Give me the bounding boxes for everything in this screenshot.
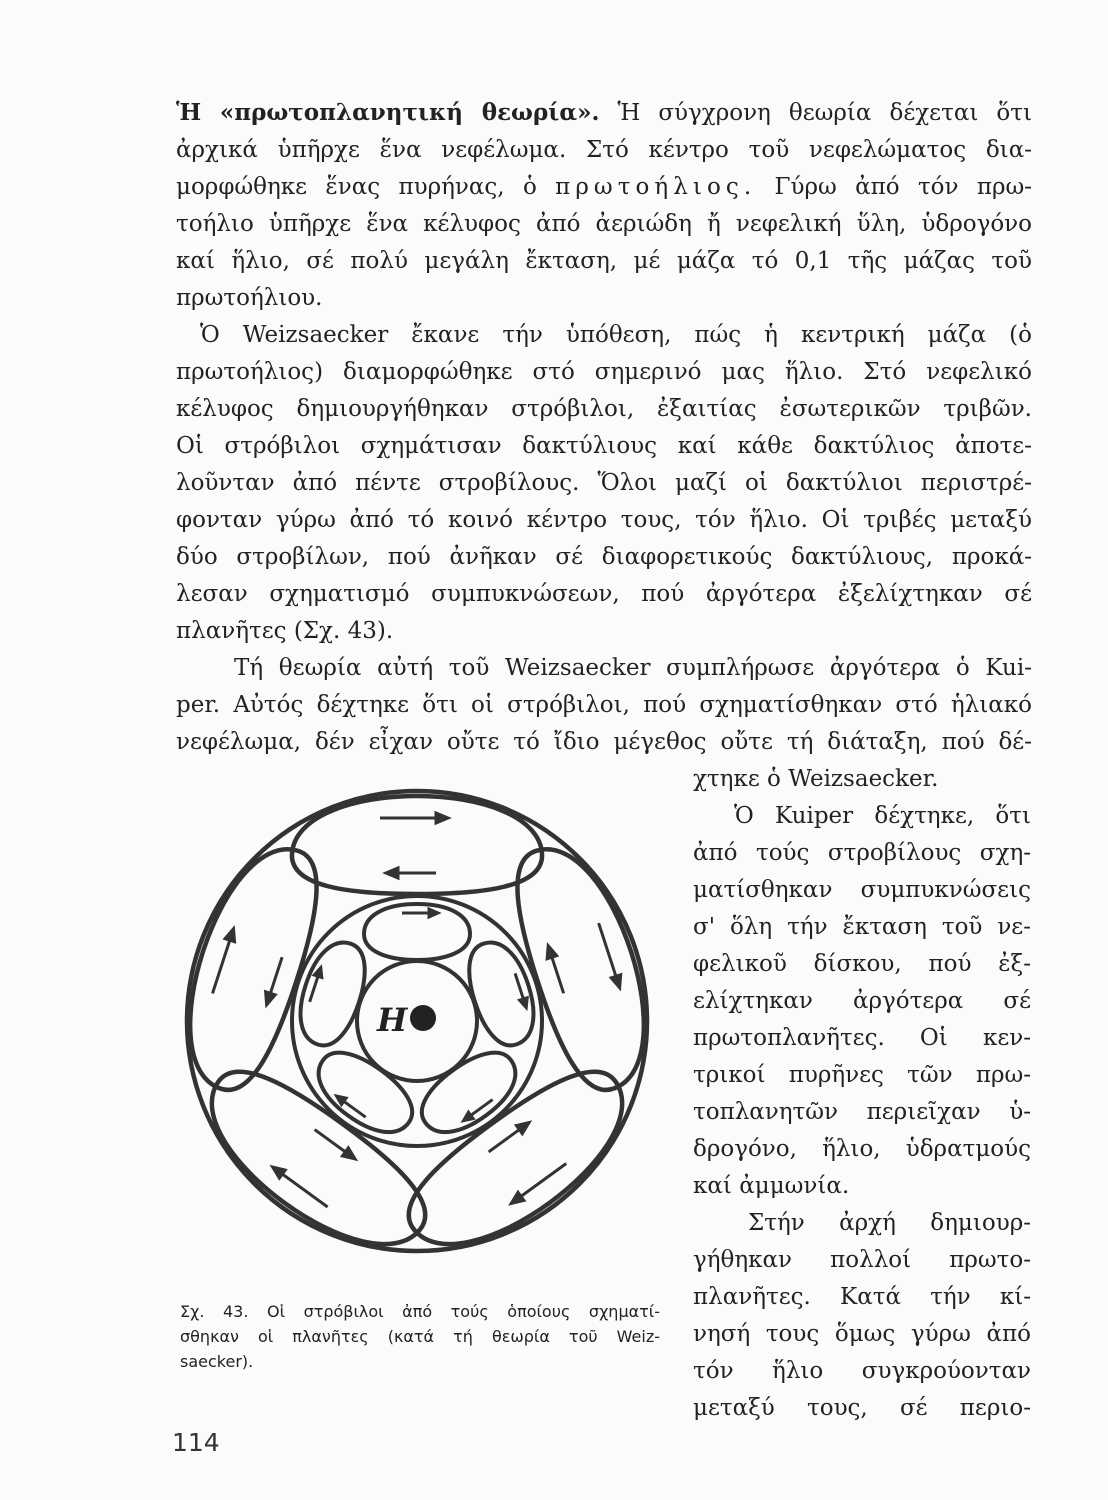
figure-caption-line: Σχ. 43. Οἱ στρόβιλοι ἀπό τούς ὁποίους σχηματί- [180,1302,660,1321]
text-line: χτηκε ὁ Weizsaecker. [693,766,939,792]
text-line: πρωτοήλιος) διαμορφώθηκε στό σημερινό μας ἥλιο. Στό νεφελικό [176,359,1032,385]
text-line: νησή τους ὅμως γύρω ἀπό [693,1321,1031,1347]
text-line: ἀπό τούς στροβίλους σχη- [693,840,1031,866]
text-line: Τή θεωρία αὐτή τοῦ Weizsaecker συμπλήρωσε ἀργότερα ὁ Kui- [234,655,1032,681]
text-line: τοήλιο ὑπῆρχε ἕνα κέλυφος ἀπό ἀεριώδη ἤ νεφελική ὕλη, ὑδρογόνο [176,211,1032,237]
text-span: μορφώθηκε ἕνας πυρήνας, ὁ [176,174,537,200]
text-line: Ὁ Kuiper δέχτηκε, ὅτι [734,803,1031,829]
text-line: πλανῆτες. Κατά τήν κί- [693,1284,1031,1310]
outer-vortex [292,796,542,894]
text-line: σ' ὅλη τήν ἔκταση τοῦ νε- [693,914,1031,940]
text-line: δρογόνο, ἥλιο, ὑδρατμούς [693,1136,1031,1162]
text-line: per. Αὐτός δέχτηκε ὅτι οἱ στρόβιλοι, πού σχηματίσθηκαν στό ἡλιακό [176,692,1032,718]
page-number: 114 [172,1428,220,1457]
text-line: πλανῆτες (Σχ. 43). [176,618,394,644]
text-line: Ὁ Weizsaecker ἔκανε τήν ὑπόθεση, πώς ἡ κεντρική μάζα (ὁ [200,322,1032,348]
text-line: φονταν γύρω ἀπό τό κοινό κέντρο τους, τόν ἥλιο. Οἱ τριβές μεταξύ [176,507,1032,533]
sun-label: H [377,1001,408,1039]
text-line: ελίχτηκαν ἀργότερα σέ [693,988,1031,1014]
text-line: κέλυφος δημιουργήθηκαν στρόβιλοι, ἐξαιτίας ἐσωτερικῶν τριβῶν. [176,396,1032,422]
sun-dot [410,1005,436,1031]
text-line: φελικοῦ δίσκου, πού ἐξ- [693,951,1031,977]
text-line: καί ἀμμωνία. [693,1173,850,1199]
text-line: ἀρχικά ὑπῆρχε ἕνα νεφέλωμα. Στό κέντρο τοῦ νεφελώματος δια- [176,137,1032,163]
text-span: Γύρω ἀπό τόν πρω- [774,174,1032,200]
text-line: λεσαν σχηματισμό συμπυκνώσεων, πού ἀργότερα ἐξελίχτηκαν σέ [176,581,1032,607]
text-line: νεφέλωμα, δέν εἶχαν οὔτε τό ἴδιο μέγεθος οὔτε τή διάταξη, πού δέ- [176,729,1032,755]
outer-vortex-ring [180,796,655,1277]
text-line: τόν ἥλιο συγκρούονταν [693,1358,1031,1384]
text-line: λοῦνταν ἀπό πέντε στροβίλους. Ὅλοι μαζί οἱ δακτύλιοι περιστρέ- [176,470,1032,496]
section-heading: Ἡ «πρωτοπλανητική θεωρία». [176,99,600,126]
text-line: Οἱ στρόβιλοι σχημάτισαν δακτύλιους καί κάθε δακτύλιος ἀποτε- [176,433,1032,459]
outer-vortex [390,1050,650,1276]
text-line: πρωτοήλιου. [176,285,323,311]
text-line: καί ἥλιο, σέ πολύ μεγάλη ἔκταση, μέ μάζα τό 0,1 τῆς μάζας τοῦ [176,248,1032,274]
text-line: τρικοί πυρῆνες τῶν πρω- [693,1062,1031,1088]
text-span: Ἡ σύγχρονη θεωρία δέχεται ὅτι [617,100,1032,126]
vortex-diagram [180,776,655,1296]
inner-vortex [305,1039,424,1147]
text-line: γήθηκαν πολλοί πρωτο- [693,1247,1031,1273]
inner-vortex [410,1039,529,1147]
text-line [176,171,1032,203]
figure-caption-line: σθηκαν οἱ πλανῆτες (κατά τή θεωρία τοῦ Weiz- [180,1327,660,1346]
text-line: ματίσθηκαν συμπυκνώσεις [693,877,1031,903]
text-line: δύο στροβίλων, πού ἀνῆκαν σέ διαφορετικούς δακτύλιους, προκά- [176,544,1032,570]
text-line: τοπλανητῶν περιεῖχαν ὑ- [693,1099,1031,1125]
text-line [176,97,1032,129]
figure-caption-line: saecker). [180,1352,254,1371]
text-line: μεταξύ τους, σέ περιο- [693,1395,1031,1421]
outer-vortex [184,1050,444,1276]
emphasized-term: πρωτοήλιος. [555,174,757,200]
text-line: πρωτοπλανῆτες. Οἱ κεν- [693,1025,1031,1051]
text-line: Στήν ἀρχή δημιουρ- [748,1210,1031,1236]
